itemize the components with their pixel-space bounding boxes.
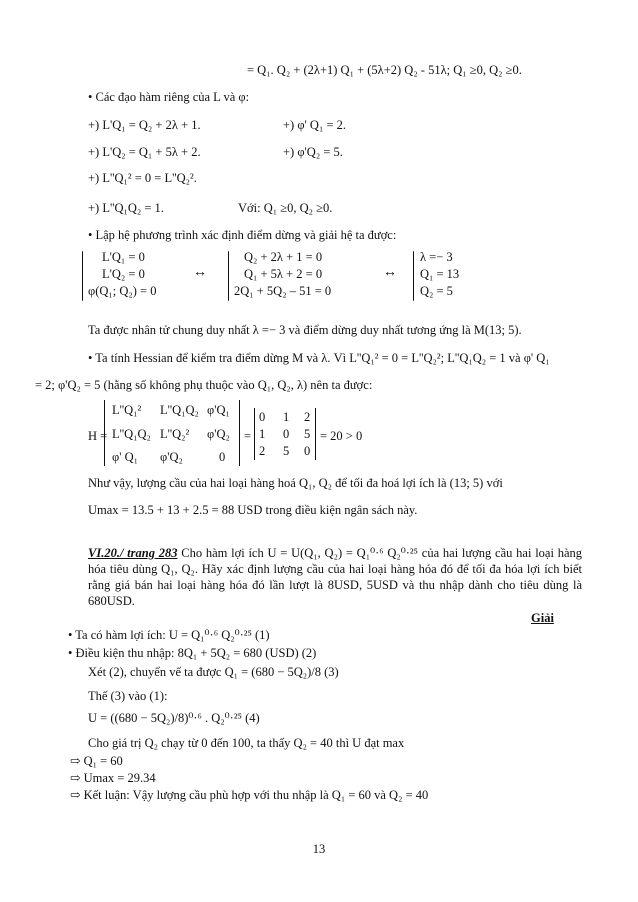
- solution-bullet-2: • Điều kiện thu nhập: 8Q₁ + 5Q₂ = 680 (USD) (2): [68, 646, 317, 660]
- numeric-cell: 2: [259, 444, 266, 458]
- problem-text: Cho hàm lợi ích U = U(Q₁, Q₂) = Q₁⁰·⁶ Q₂⁰·²⁵ của hai lượng cầu hai loại hàng hóa tiêu dùng Q₁, Q₂. Hãy xác định lượng cầu của hai loại hàng hóa đó để tối đa hóa lợi ích biết rằng giá bán hai loại hàng hóa đó lần lượt là 8USD, 5USD và thu nhập dành cho tiêu dùng là 680USD.: [88, 546, 582, 608]
- hessian-intro: • Ta tính Hessian để kiểm tra điểm dừng M và λ. Vì L''Q₁² = 0 = L''Q₂²; L''Q₁Q₂ = 1 và φ' Q₁: [88, 351, 550, 365]
- deriv-LQ2: +) L'Q₂ = Q₁ + 5λ + 2.: [88, 145, 201, 159]
- num-det-bar-left: [254, 408, 255, 460]
- page-number: 13: [312, 842, 326, 856]
- right-brace: [413, 251, 414, 301]
- answer-2: ⇨ Umax = 29.34: [70, 771, 156, 785]
- system-heading: • Lập hệ phương trình xác định điểm dừng và giải hệ ta được:: [88, 228, 397, 242]
- numeric-cell: 5: [304, 427, 311, 441]
- deriv-phiQ1: +) φ' Q₁ = 2.: [283, 118, 346, 132]
- det-bar-right: [239, 400, 240, 466]
- hessian-cell: 0: [219, 450, 226, 464]
- solution-step-1: Xét (2), chuyển vế ta được Q₁ = (680 − 5Q₂)/8 (3): [88, 665, 339, 679]
- hessian-cell: L''Q₁²: [112, 403, 142, 417]
- cross-deriv-line: +) L''Q₁Q₂ = 1.: [88, 201, 164, 215]
- second-deriv-line: +) L''Q₁² = 0 = L''Q₂².: [88, 171, 197, 185]
- solution-bullet-1: • Ta có hàm lợi ích: U = Q₁⁰·⁶ Q₂⁰·²⁵ (1): [68, 628, 270, 642]
- partial-derivatives-heading: • Các đạo hàm riêng của L và φ:: [88, 90, 250, 104]
- hessian-cell: φ' Q₁: [112, 450, 138, 464]
- numeric-cell: 0: [283, 427, 290, 441]
- hessian-cell: φ'Q₁: [207, 403, 230, 417]
- hessian-label: H =: [88, 429, 108, 443]
- hessian-cell: L''Q₂²: [160, 427, 190, 441]
- numeric-cell: 1: [283, 410, 290, 424]
- solution-step-3: U = ((680 − 5Q₂)/8)⁰·⁶ . Q₂⁰·²⁵ (4): [88, 711, 260, 725]
- hessian-cell: φ'Q₂: [160, 450, 183, 464]
- deriv-LQ1: +) L'Q₁ = Q₂ + 2λ + 1.: [88, 118, 201, 132]
- equivalence-arrow-2: ↔: [383, 265, 397, 280]
- problem-statement: [88, 545, 582, 609]
- system-left: L'Q₁ = 0 L'Q₂ = 0 φ(Q₁; Q₂) = 0: [88, 250, 157, 298]
- num-det-bar-right: [315, 408, 316, 460]
- answer-1: ⇨ Q₁ = 60: [70, 754, 123, 768]
- hessian-result: = 20 > 0: [320, 429, 363, 443]
- conclusion-line-2: Umax = 13.5 + 13 + 2.5 = 88 USD trong điều kiện ngân sách này.: [88, 503, 418, 517]
- numeric-cell: 0: [259, 410, 266, 424]
- lagrangian-line: = Q₁. Q₂ + (2λ+1) Q₁ + (5λ+2) Q₂ - 51λ; Q₁ ≥0, Q₂ ≥0.: [247, 63, 522, 77]
- hessian-equals: =: [244, 429, 252, 443]
- hessian-cell: L''Q₁Q₂: [112, 427, 151, 441]
- equivalence-arrow-1: ↔: [193, 265, 207, 280]
- numeric-cell: 2: [304, 410, 311, 424]
- multiplier-result: Ta được nhân tử chung duy nhất λ =− 3 và điểm dừng duy nhất tương ứng là M(13; 5).: [88, 323, 522, 337]
- left-brace: [82, 251, 83, 301]
- solution-step-4: Cho giá trị Q₂ chạy từ 0 đến 100, ta thấy Q₂ = 40 thì U đạt max: [88, 736, 405, 750]
- numeric-cell: 0: [304, 444, 311, 458]
- numeric-cell: 1: [259, 427, 266, 441]
- system-middle: Q₂ + 2λ + 1 = 0 Q₁ + 5λ + 2 = 0 2Q₁ + 5Q₂ – 51 = 0: [234, 250, 332, 298]
- answer-3: ⇨ Kết luận: Vậy lượng cầu phù hợp với thu nhập là Q₁ = 60 và Q₂ = 40: [70, 788, 429, 802]
- hessian-intro-cont: = 2; φ'Q₂ = 5 (hằng số không phụ thuộc vào Q₁, Q₂, λ) nên ta được:: [35, 378, 373, 392]
- numeric-cell: 5: [283, 444, 290, 458]
- middle-brace: [228, 251, 229, 301]
- constraint-note: Với: Q₁ ≥0, Q₂ ≥0.: [238, 201, 333, 215]
- hessian-cell: L''Q₁Q₂: [160, 403, 199, 417]
- det-bar-left: [104, 400, 105, 466]
- deriv-phiQ2: +) φ'Q₂ = 5.: [283, 145, 343, 159]
- system-right: λ =− 3 Q₁ = 13 Q₂ = 5: [420, 250, 460, 298]
- problem-ref: VI.20./ trang 283: [88, 546, 178, 560]
- solution-step-2: Thế (3) vào (1):: [88, 689, 168, 703]
- conclusion-line-1: Như vậy, lượng cầu của hai loại hàng hoá Q₁, Q₂ để tối đa hoá lợi ích là (13; 5) với: [88, 476, 503, 490]
- solution-heading: Giải: [531, 611, 554, 625]
- hessian-cell: φ'Q₂: [207, 427, 230, 441]
